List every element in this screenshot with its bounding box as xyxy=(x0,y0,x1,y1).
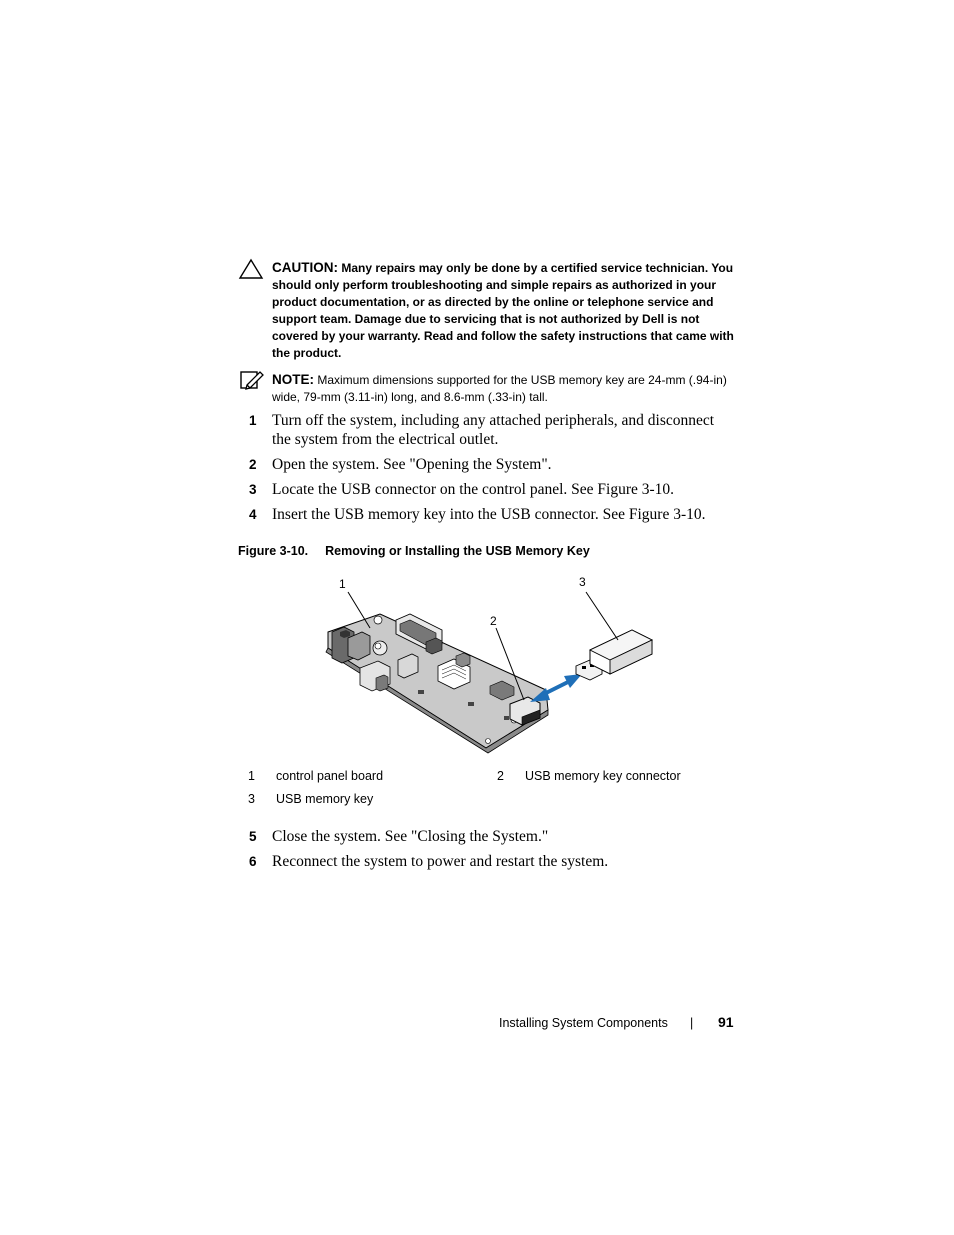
step-number: 4 xyxy=(249,507,257,522)
step-number: 6 xyxy=(249,854,257,869)
step-text: the system from the electrical outlet. xyxy=(272,431,499,448)
step-number: 5 xyxy=(249,829,257,844)
figure-number: Figure 3-10. xyxy=(238,544,309,558)
footer-separator: | xyxy=(690,1016,694,1030)
note-pencil-icon xyxy=(240,370,264,390)
note-text: Maximum dimensions supported for the USB memory key are 24-mm (.94-in) wide, 79-mm (3.11-in) long, and 8.6-mm (.33-in) tall. xyxy=(272,373,727,404)
legend-number: 3 xyxy=(248,792,255,806)
note-label: NOTE: xyxy=(272,372,314,387)
step-text: Locate the USB connector on the control panel. See Figure 3-10. xyxy=(272,481,675,498)
page-number: 91 xyxy=(718,1014,734,1030)
figure-title: Removing or Installing the USB Memory Key xyxy=(325,544,590,558)
step-text: Close the system. See "Closing the System." xyxy=(272,828,549,845)
step-text: Open the system. See "Opening the System". xyxy=(272,456,552,473)
step-number: 3 xyxy=(249,482,257,497)
callout-2: 2 xyxy=(490,614,497,628)
legend-label: USB memory key connector xyxy=(525,769,681,783)
footer-section-title: Installing System Components xyxy=(499,1016,668,1030)
usb-memory-key xyxy=(576,630,652,680)
step-number: 1 xyxy=(249,413,257,428)
legend-number: 1 xyxy=(248,769,255,783)
legend-number: 2 xyxy=(497,769,504,783)
caution-triangle-icon xyxy=(238,258,264,280)
callout-3: 3 xyxy=(579,575,586,589)
legend-label: USB memory key xyxy=(276,792,374,806)
caution-label: CAUTION: xyxy=(272,260,338,275)
step-text: Turn off the system, including any attached peripherals, and disconnect xyxy=(272,412,715,429)
callout-1: 1 xyxy=(339,577,346,591)
step-text: Insert the USB memory key into the USB connector. See Figure 3-10. xyxy=(272,506,706,523)
legend-label: control panel board xyxy=(276,769,384,783)
caution-text: Many repairs may only be done by a certified service technician. You should only perform troubleshooting and simple repairs as authorized in your product documentation, or as directed by the online or telephone service and support team. Damage due to servicing that is not authorized by Dell is not covered by your warranty. Read and follow the safety instructions that came with the product. xyxy=(272,261,734,360)
figure-caption xyxy=(238,544,590,558)
step-number: 2 xyxy=(249,457,257,472)
step-text: Reconnect the system to power and restart the system. xyxy=(272,853,609,870)
usb-memory-key-illustration xyxy=(318,570,658,755)
